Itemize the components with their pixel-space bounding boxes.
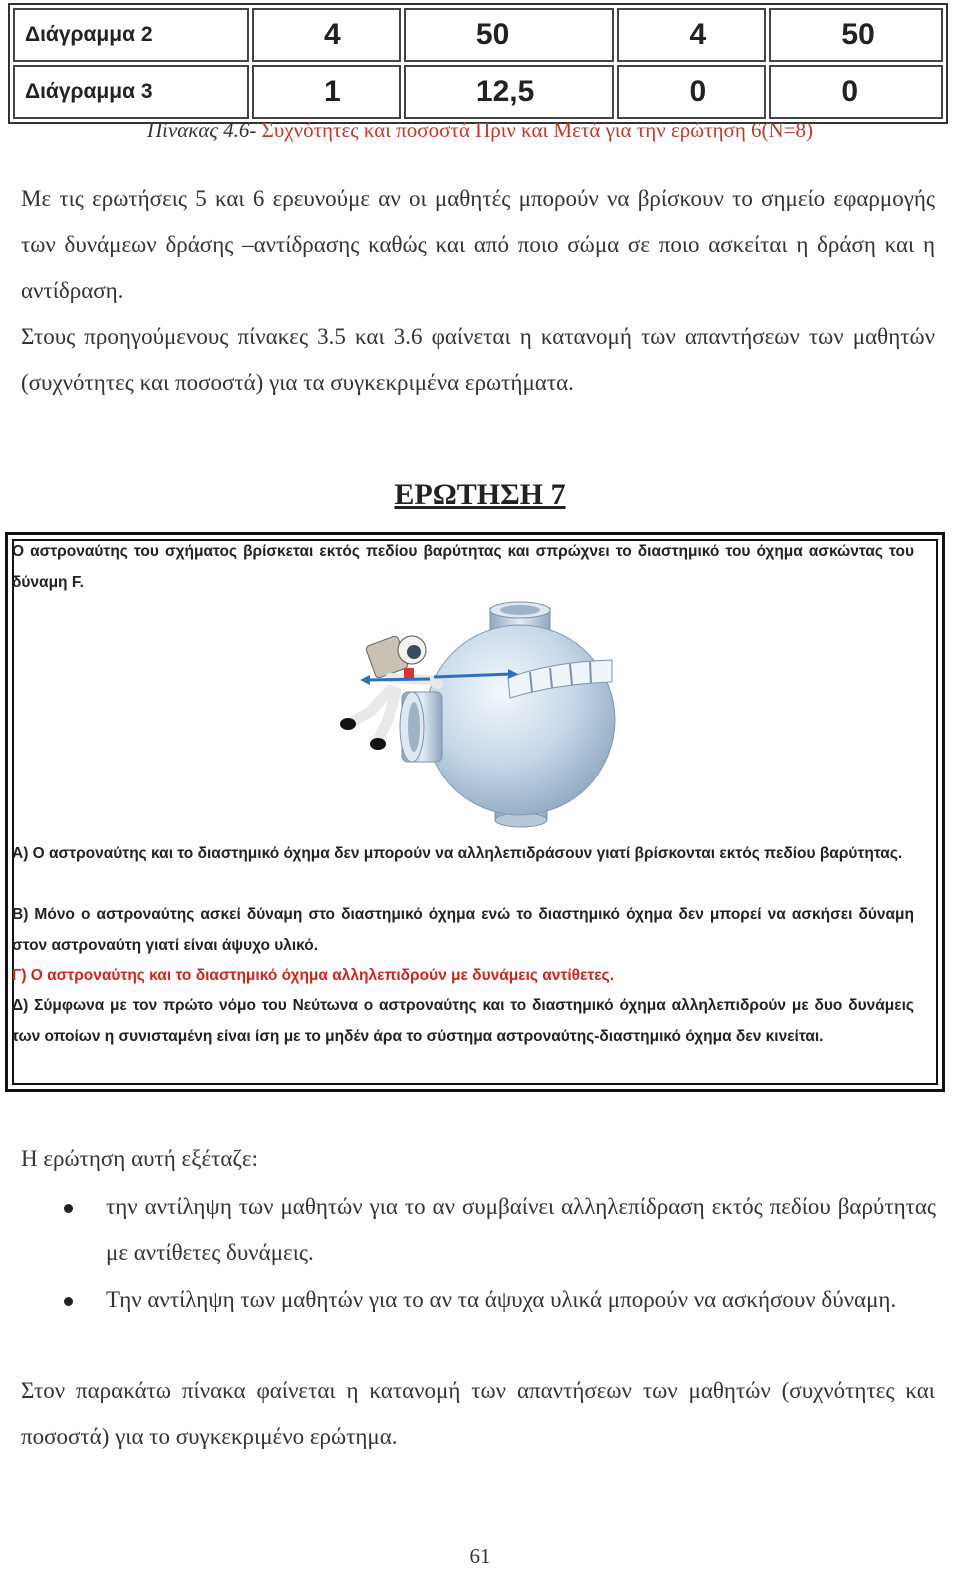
table-cell: 4 <box>617 8 766 62</box>
row-label: Διάγραμμα 2 <box>13 8 249 62</box>
table-cell: 0 <box>617 65 766 119</box>
question-prompt: Ο αστροναύτης του σχήματος βρίσκεται εκτός πεδίου βαρύτητας και σπρώχνει το διαστημικό του όχημα ασκώντας του δύναμη F. <box>12 543 914 591</box>
examined-list <box>60 1184 936 1324</box>
table-cell: 1 <box>252 65 401 119</box>
list-item <box>60 1184 936 1276</box>
table-row <box>13 65 943 119</box>
row-label: Διάγραμμα 3 <box>13 65 249 119</box>
caption-title: Συχνότητες και ποσοστά Πριν και Μετά για την ερώτηση 6(Ν=8) <box>261 118 814 142</box>
table-row <box>13 8 943 62</box>
bullet-icon <box>64 1297 73 1306</box>
table-cell: 12,5 <box>404 65 615 119</box>
closing-paragraph: Στον παρακάτω πίνακα φαίνεται η κατανομή των απαντήσεων των μαθητών (συχνότητες και ποσοστά) για το συγκεκριμένο ερώτημα. <box>21 1378 935 1449</box>
astronaut-spacecraft-illustration <box>330 600 630 830</box>
option-d: Δ) Σύμφωνα με τον πρώτο νόμο του Νεύτωνα ο αστροναύτης και το διαστημικό όχημα αλληλεπιδρούν με δυο δυνάμεις των οποίων η συνισταμένη είναι ίση με το μηδέν άρα το σύστημα αστροναύτης-διαστημικό όχημα δεν κινείται. <box>12 997 914 1045</box>
examined-lead: Η ερώτηση αυτή εξέταζε: <box>21 1146 258 1171</box>
table-cell: 4 <box>252 8 401 62</box>
table-cell: 0 <box>769 65 943 119</box>
table-cell: 50 <box>769 8 943 62</box>
caption-prefix: Πίνακας 4.6- <box>146 118 262 142</box>
page-number: 61 <box>469 1544 491 1568</box>
option-a: Α) Ο αστροναύτης και το διαστημικό όχημα δεν μπορούν να αλληλεπιδράσουν γιατί βρίσκονται εκτός πεδίου βαρύτητας. <box>12 845 903 862</box>
option-b: Β) Μόνο ο αστροναύτης ασκεί δύναμη στο διαστημικό όχημα ενώ το διαστημικό όχημα δεν μπορεί να ασκήσει δύναμη στον αστροναύτη γιατί είναι άψυχο υλικό. <box>12 906 914 954</box>
list-item-text: την αντίληψη των μαθητών για το αν συμβαίνει αλληλεπίδραση εκτός πεδίου βαρύτητας με αντίθετες δυνάμεις. <box>106 1194 936 1265</box>
table-caption <box>0 118 960 143</box>
results-table <box>8 3 948 124</box>
question-title: ΕΡΩΤΗΣΗ 7 <box>394 478 566 511</box>
option-c-correct: Γ) Ο αστροναύτης και το διαστημικό όχημα αλληλεπιδρούν με δυνάμεις αντίθετες. <box>12 967 615 984</box>
list-item <box>60 1277 936 1323</box>
list-item-text: Την αντίληψη των μαθητών για το αν τα άψυχα υλικά μπορούν να ασκήσουν δύναμη. <box>106 1287 897 1312</box>
intro-paragraph-1: Με τις ερωτήσεις 5 και 6 ερευνούμε αν οι μαθητές μπορούν να βρίσκουν το σημείο εφαρμογής των δυνάμεων δράσης –αντίδρασης καθώς και από ποιο σώμα σε ποιο ασκείται η δράση και η αντίδραση. <box>21 186 935 303</box>
bullet-icon <box>64 1204 73 1213</box>
intro-paragraph-2: Στους προηγούμενους πίνακες 3.5 και 3.6 φαίνεται η κατανομή των απαντήσεων των μαθητών (συχνότητες και ποσοστά) για τα συγκεκριμένα ερωτήματα. <box>21 324 935 395</box>
table-cell: 50 <box>404 8 615 62</box>
